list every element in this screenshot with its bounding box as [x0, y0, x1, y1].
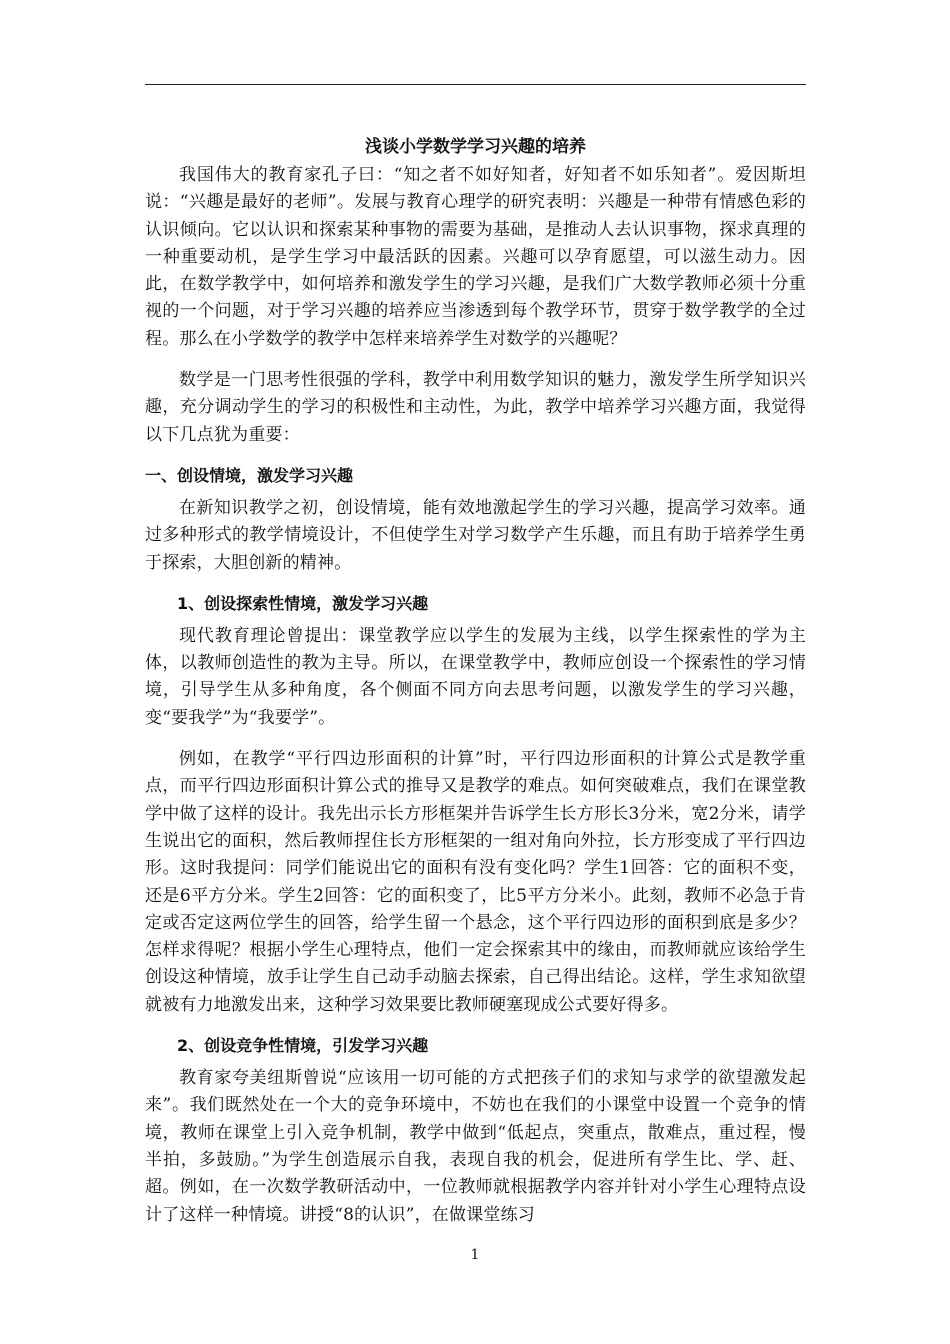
paragraph: 数学是一门思考性很强的学科，教学中利用数学知识的魅力，激发学生所学知识兴趣，充分调动学生的学习的积极性和主动性，为此，教学中培养学习兴趣方面，我觉得以下几点犹为重要： [145, 370, 806, 445]
header-rule [145, 84, 806, 85]
document-title: 浅谈小学数学学习兴趣的培养 [365, 137, 586, 157]
subsection-heading: 1、创设探索性情境，激发学习兴趣 [177, 593, 429, 613]
paragraph: 例如，在教学“平行四边形面积的计算”时，平行四边形面积的计算公式是教学重点，而平行四边形面积计算公式的推导又是教学的难点。如何突破难点，我们在课堂教学中做了这样的设计。我先出示长方形框架并告诉学生长方形长3分米，宽2分米，请学生说出它的面积，然后教师捏住长方形框架的一组对角向外拉，长方形变成了平行四边形。这时我提问：同学们能说出它的面积有没有变化吗？学生1回答：它的面积不变，还是6平方分米。学生2回答：它的面积变了，比5平方分米小。此刻，教师不必急于肯定或否定这两位学生的回答，给学生留一个悬念，这个平行四边形的面积到底是多少？怎样求得呢？根据小学生心理特点，他们一定会探索其中的缘由，而教师就应该给学生创设这种情境，放手让学生自己动手动脑去探索，自己得出结论。这样，学生求知欲望就被有力地激发出来，这种学习效果要比教师硬塞现成公式要好得多。 [145, 749, 806, 1015]
paragraph: 现代教育理论曾提出：课堂教学应以学生的发展为主线，以学生探索性的学为主体，以教师创造性的教为主导。所以，在课堂教学中，教师应创设一个探索性的学习情境，引导学生从多种角度，各个侧面不同方向去思考问题，以激发学生的学习兴趣，变“要我学”为“我要学”。 [145, 625, 806, 728]
page-number: 1 [470, 1247, 480, 1263]
document-body [145, 134, 806, 1229]
paragraph: 我国伟大的教育家孔子曰：“知之者不如好知者，好知者不如乐知者”。爱因斯坦说：“兴趣是最好的老师”。发展与教育心理学的研究表明：兴趣是一种带有情感色彩的认识倾向。它以认识和探索某种事物的需要为基础，是推动人去认识事物，探求真理的一种重要动机，是学生学习中最活跃的因素。兴趣可以孕育愿望，可以滋生动力。因此，在数学教学中，如何培养和激发学生的学习兴趣，是我们广大数学教师必须十分重视的一个问题，对于学习兴趣的培养应当渗透到每个教学环节，贯穿于数学教学的全过程。那么在小学数学的教学中怎样来培养学生对数学的兴趣呢？ [145, 165, 806, 349]
paragraph: 在新知识教学之初，创设情境，能有效地激起学生的学习兴趣，提高学习效率。通过多种形式的教学情境设计，不但使学生对学习数学产生乐趣，而且有助于培养学生勇于探索，大胆创新的精神。 [145, 497, 806, 573]
subsection-heading: 2、创设竞争性情境，引发学习兴趣 [177, 1036, 429, 1056]
section-heading: 一、创设情境，激发学习兴趣 [145, 465, 354, 485]
paragraph: 教育家夸美纽斯曾说“应该用一切可能的方式把孩子们的求知与求学的欲望激发起来”。我们既然处在一个大的竞争环境中，不妨也在我们的小课堂中设置一个竞争的情境，教师在课堂上引入竞争机制，教学中做到“低起点，突重点，散难点，重过程，慢半拍，多鼓励。”为学生创造展示自我，表现自我的机会，促进所有学生比、学、赶、超。例如，在一次数学教研活动中，一位教师就根据教学内容并针对小学生心理特点设计了这样一种情境。讲授“8的认识”，在做课堂练习 [145, 1068, 806, 1225]
